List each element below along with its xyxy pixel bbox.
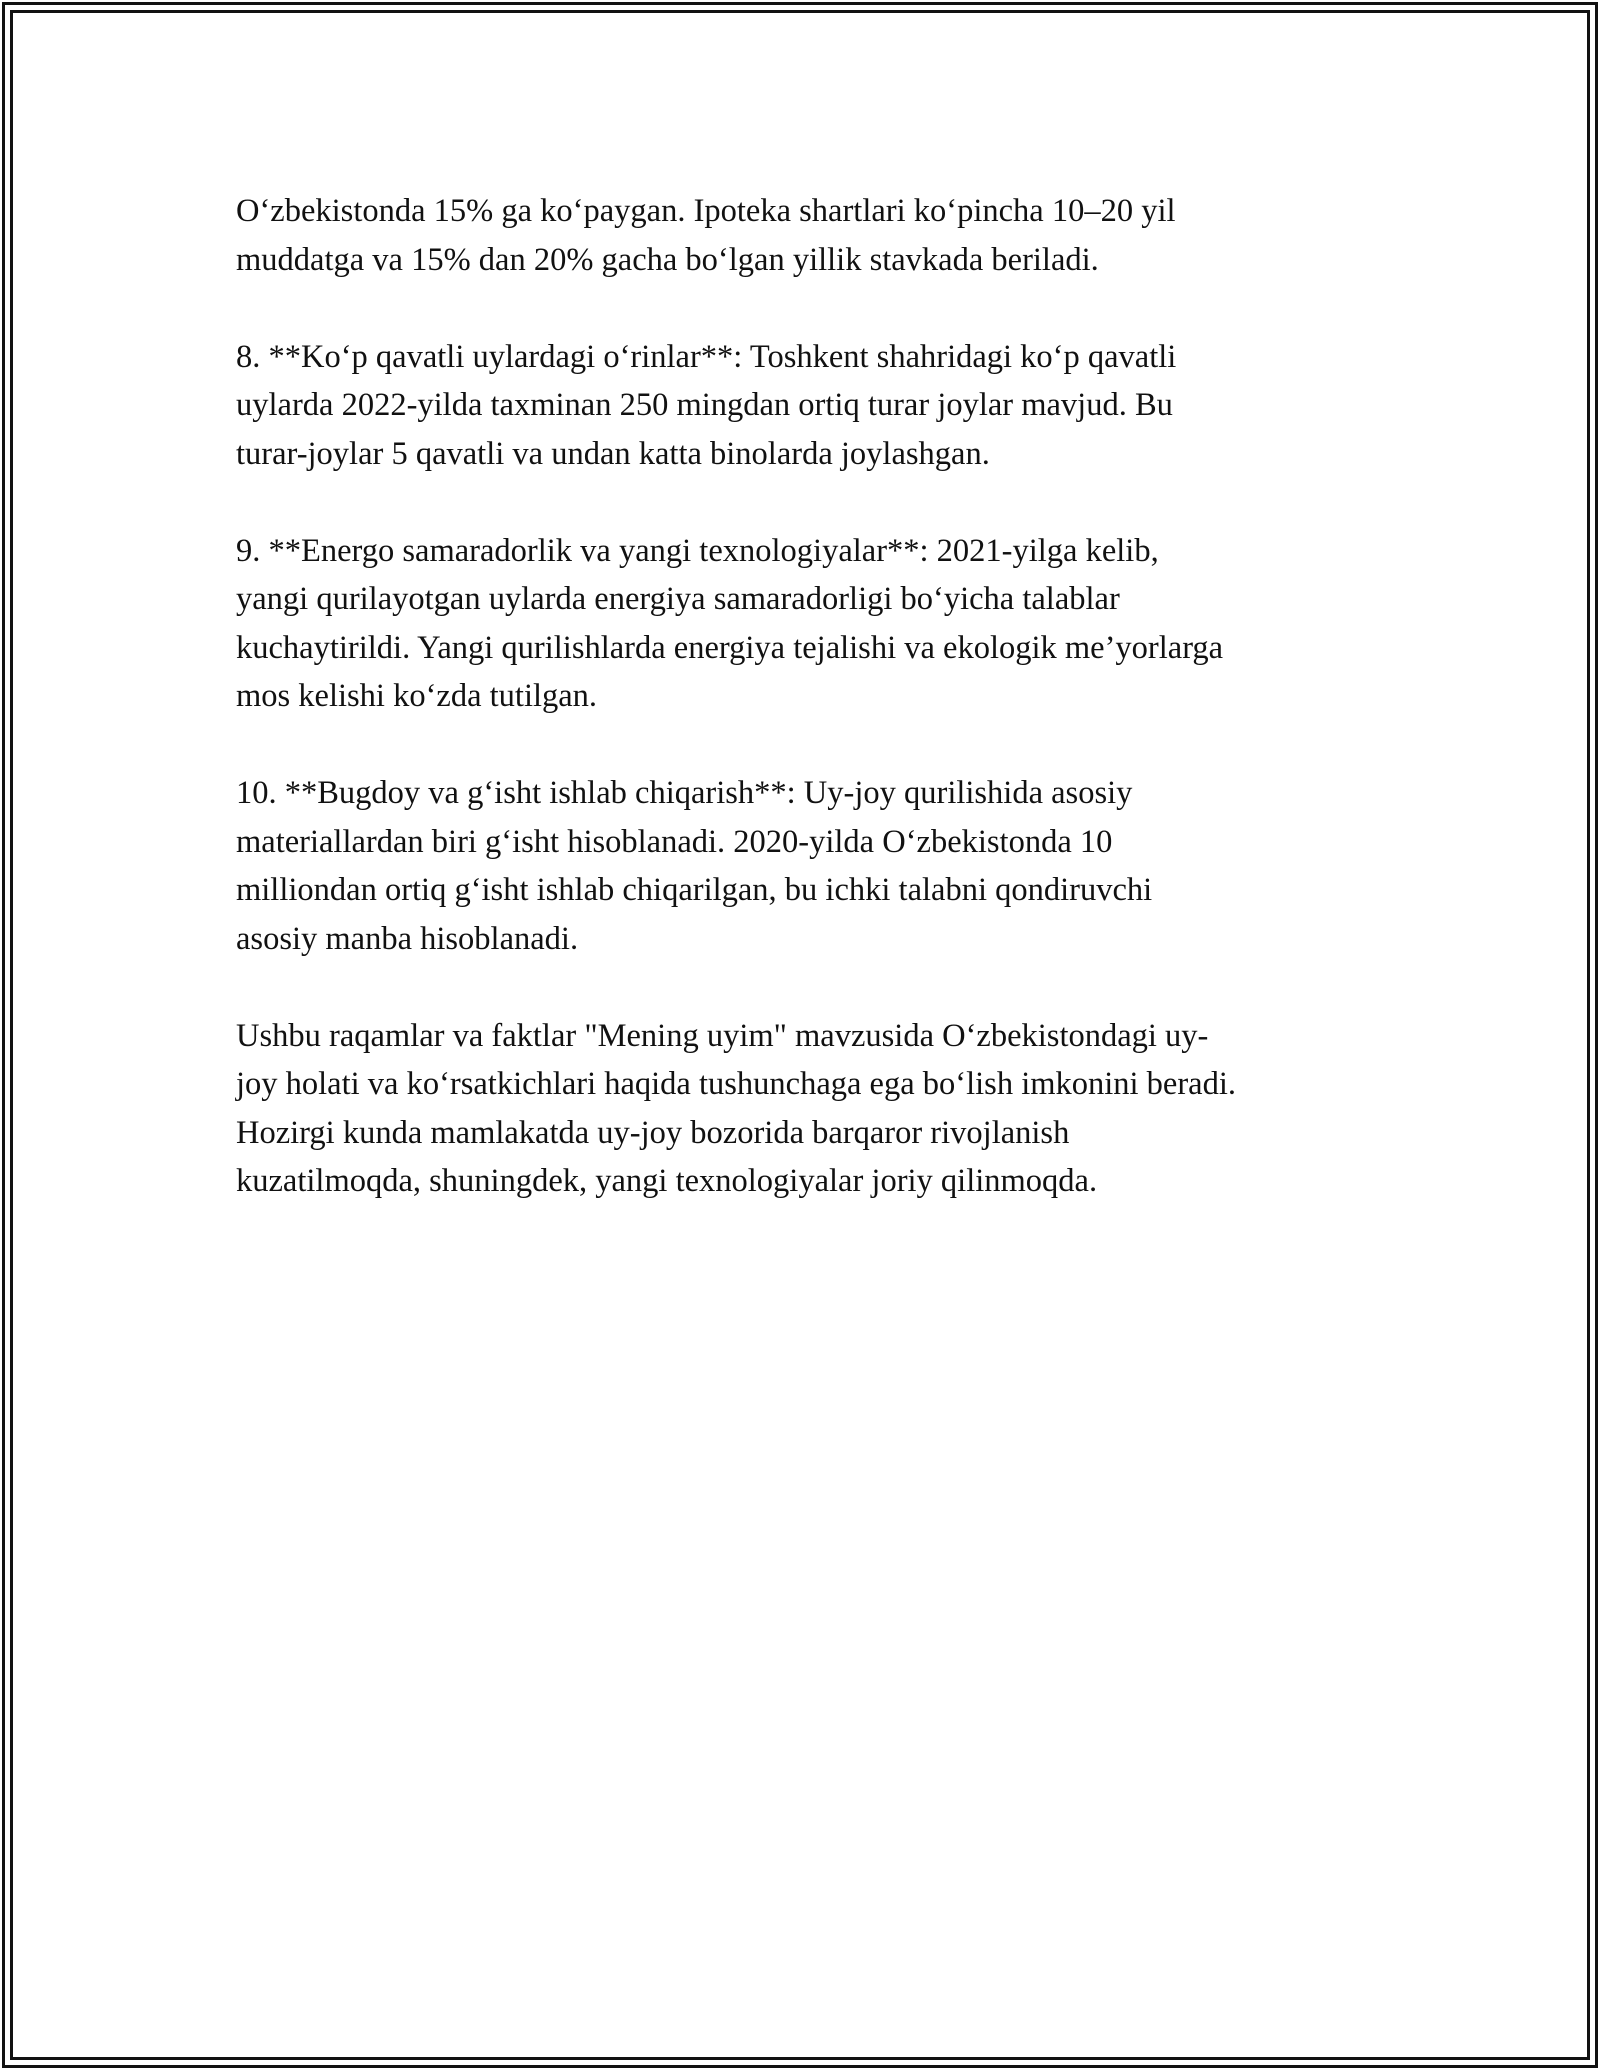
paragraph-item-10-brick-production: 10. **Bugdoy va g‘isht ishlab chiqarish**: Uy-joy qurilishida asosiy materiallardan biri g‘isht hisoblanadi. 2020-yilda O‘zbekistonda 10 milliondan ortiq g‘isht ishlab chiqarilgan, bu ichki talabni qondiruvchi asosiy manba hisoblanadi. (236, 775, 1153, 957)
paragraph-conclusion: Ushbu raqamlar va faktlar "Mening uyim" mavzusida O‘zbekistondagi uy- joy holati va ko‘rsatkichlari haqida tushunchaga ega bo‘lish imkonini beradi. Hozirgi kunda mamlakatda uy-joy bozorida barqaror rivojlanish kuzatilmoqda, shuningdek, yangi texnologiyalar joriy qilinmoqda. (236, 1017, 1237, 1199)
paragraph-item-8-apartments: 8. **Ko‘p qavatli uylardagi o‘rinlar**: Toshkent shahridagi ko‘p qavatli uylarda 2022-yilda taxminan 250 mingdan ortiq turar joylar mavjud. Bu turar-joylar 5 qavatli va undan katta binolarda joylashgan. (236, 338, 1177, 472)
paragraph-item-9-energy-efficiency: 9. **Energo samaradorlik va yangi texnologiyalar**: 2021-yilga kelib, yangi qurilayotgan uylarda energiya samaradorligi bo‘yicha talablar kuchaytirildi. Yangi qurilishlarda energiya tejalishi va ekologik me’yorlarga mos kelishi ko‘zda tutilgan. (236, 532, 1224, 714)
paragraph-mortgage-terms: O‘zbekistonda 15% ga ko‘paygan. Ipoteka shartlari ko‘pincha 10–20 yil muddatga va 15% dan 20% gacha bo‘lgan yillik stavkada beriladi. (236, 193, 1176, 278)
document-body (236, 187, 1376, 1254)
